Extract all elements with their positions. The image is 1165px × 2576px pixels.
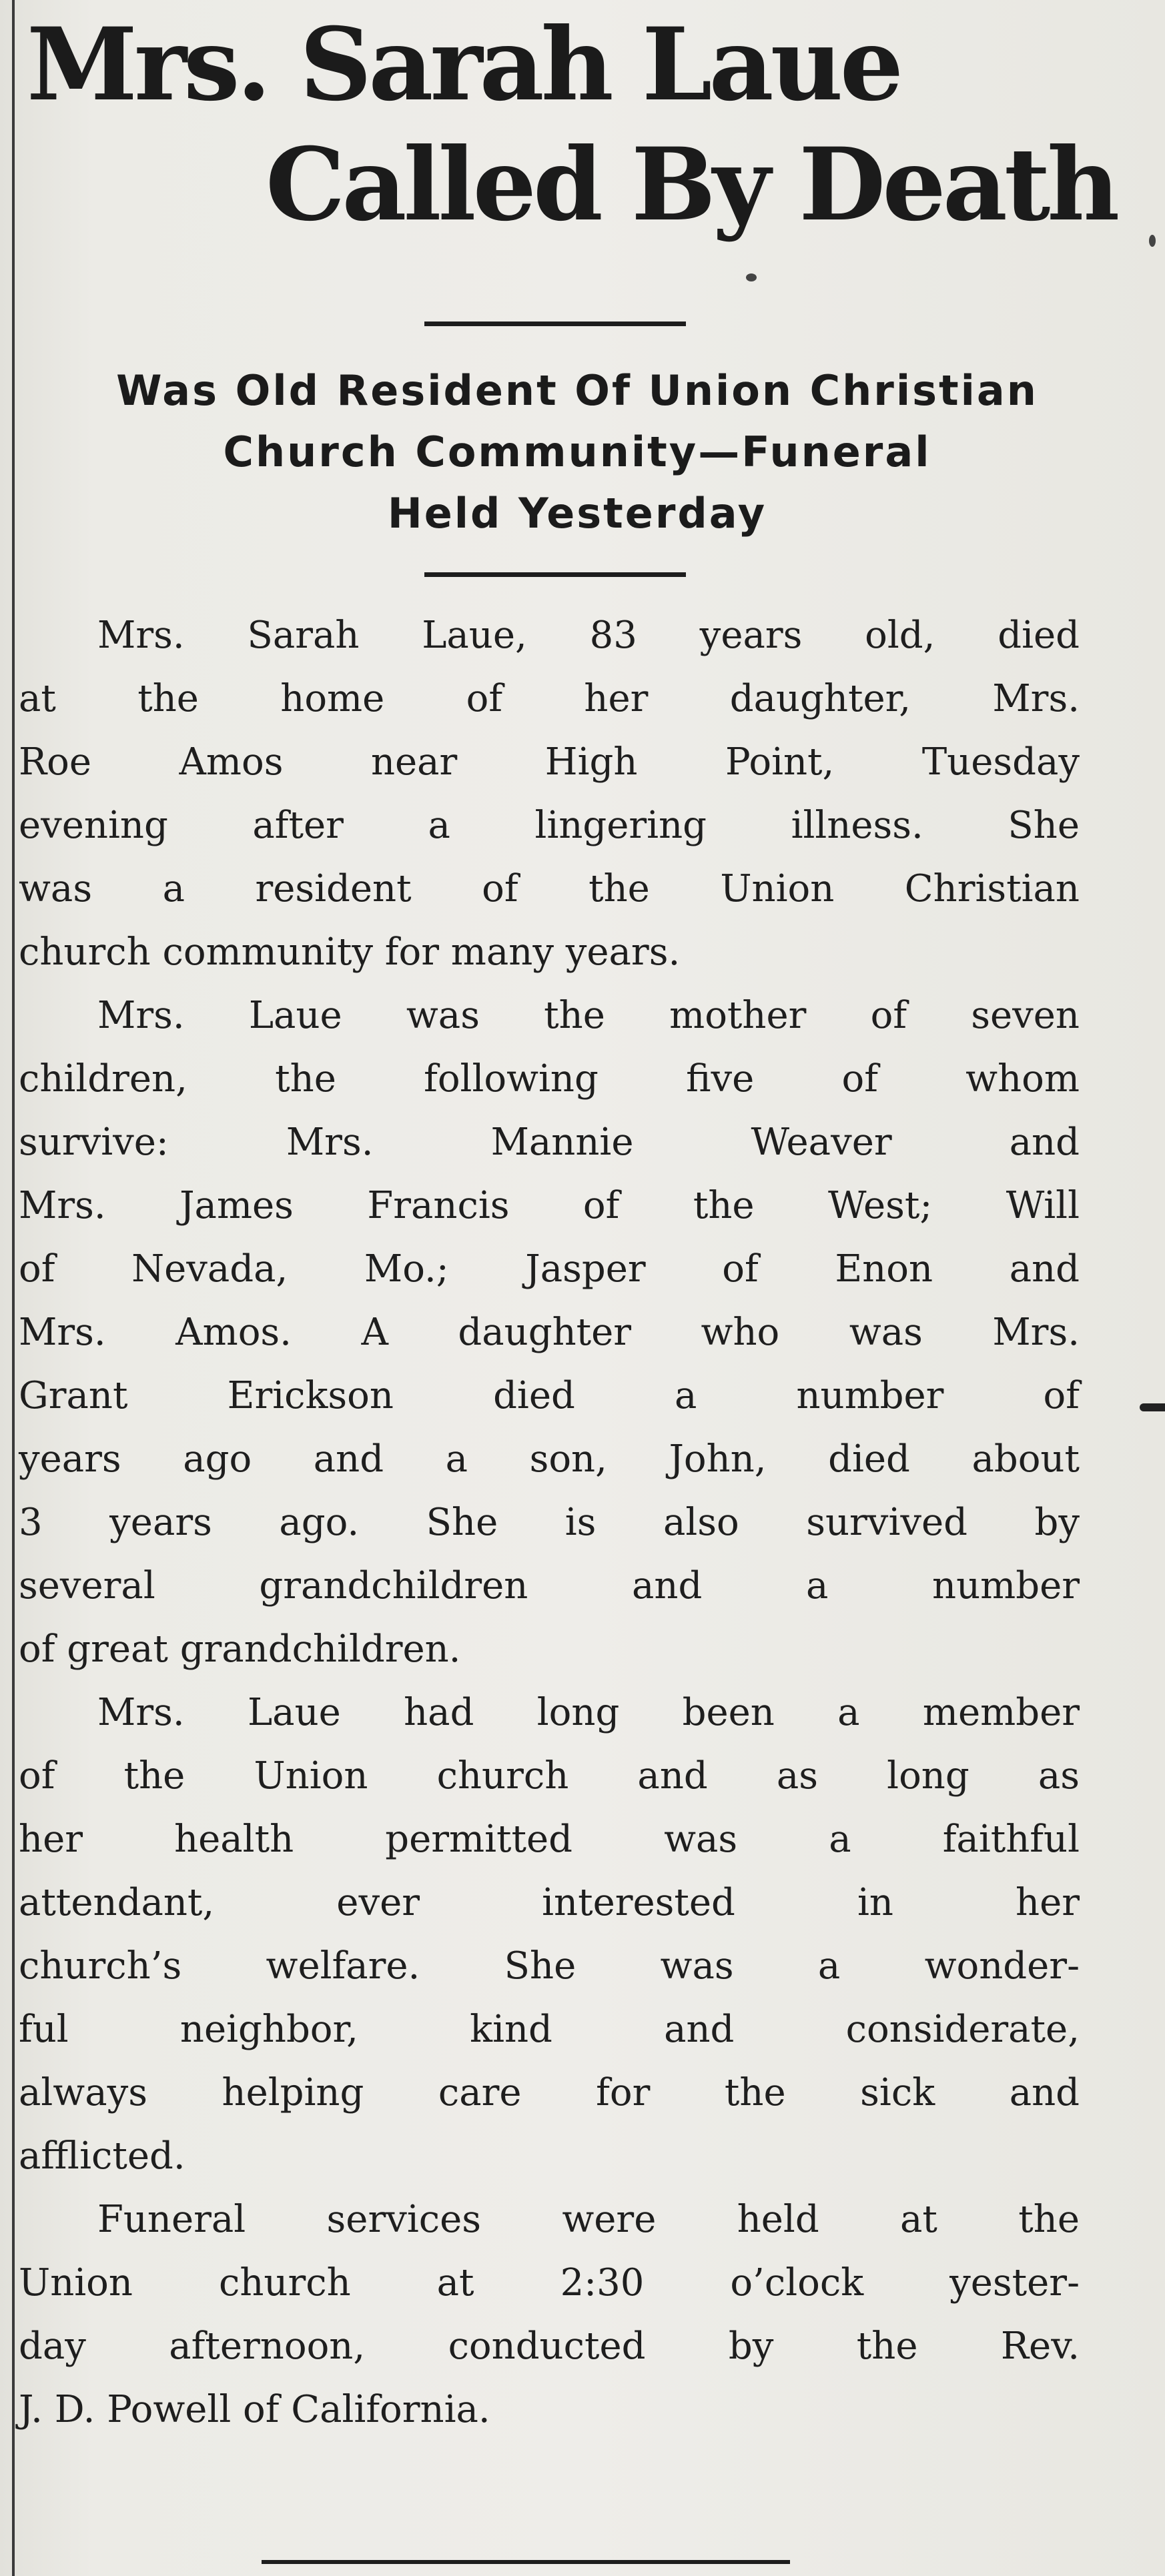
body-line: years ago and a son, John, died about (19, 1437, 1080, 1481)
body-line: J. D. Powell of California. (19, 2388, 490, 2431)
paragraph-1 (19, 604, 1080, 984)
body-line: day afternoon, conducted by the Rev. (19, 2325, 1080, 2368)
headline (27, 6, 1148, 255)
body-line: church’s welfare. She was a wonder- (19, 1944, 1080, 1988)
headline-rule (424, 321, 686, 326)
bottom-rule (262, 2560, 790, 2564)
body-line: always helping care for the sick and (19, 2071, 1080, 2114)
column-rule (12, 0, 15, 2576)
body-line: Mrs. James Francis of the West; Will (19, 1184, 1080, 1227)
headline-line-2: Called By Death (266, 126, 1117, 243)
body-line: survive: Mrs. Mannie Weaver and (19, 1121, 1080, 1164)
headline-line-1: Mrs. Sarah Laue (27, 6, 901, 123)
body-line: at the home of her daughter, Mrs. (19, 677, 1080, 720)
body-line: was a resident of the Union Christian (19, 867, 1080, 910)
body-line: evening after a lingering illness. She (19, 804, 1080, 847)
paragraph-2 (19, 984, 1080, 1681)
body-line: Roe Amos near High Point, Tuesday (19, 740, 1080, 784)
body-line: Mrs. Amos. A daughter who was Mrs. (19, 1311, 1080, 1354)
paragraph-4 (19, 2188, 1080, 2441)
body-line: Mrs. Laue was the mother of seven (97, 994, 1080, 1037)
body-line: Mrs. Laue had long been a member (97, 1691, 1080, 1734)
body-line: several grandchildren and a number (19, 1564, 1080, 1607)
body-line: Mrs. Sarah Laue, 83 years old, died (97, 614, 1080, 657)
subheadline-line-3: Held Yesterday (387, 489, 767, 538)
body-line: of great grandchildren. (19, 1628, 461, 1671)
body-line: Funeral services were held at the (97, 2198, 1080, 2241)
body-line: ful neighbor, kind and considerate, (19, 2008, 1080, 2051)
body-line: 3 years ago. She is also survived by (19, 1501, 1080, 1544)
body-line: Grant Erickson died a number of (19, 1374, 1080, 1417)
ink-speck (746, 273, 757, 281)
paragraph-3 (19, 1681, 1080, 2188)
body-line: her health permitted was a faithful (19, 1818, 1080, 1861)
subheadline-rule (424, 572, 686, 577)
body-line: of Nevada, Mo.; Jasper of Enon and (19, 1247, 1080, 1291)
subheadline (27, 360, 1128, 544)
body-line: of the Union church and as long as (19, 1754, 1080, 1798)
edge-mark (1140, 1403, 1165, 1411)
article-body (19, 604, 1080, 2441)
body-line: church community for many years. (19, 930, 681, 974)
subheadline-line-1: Was Old Resident Of Union Christian (116, 366, 1038, 415)
body-line: Union church at 2:30 o’clock yester- (19, 2261, 1080, 2305)
subheadline-line-2: Church Community—Funeral (223, 428, 931, 476)
body-line: attendant, ever interested in her (19, 1881, 1080, 1924)
ink-speck (1149, 235, 1156, 247)
body-line: afflicted. (19, 2134, 185, 2178)
body-line: children, the following five of whom (19, 1057, 1080, 1101)
